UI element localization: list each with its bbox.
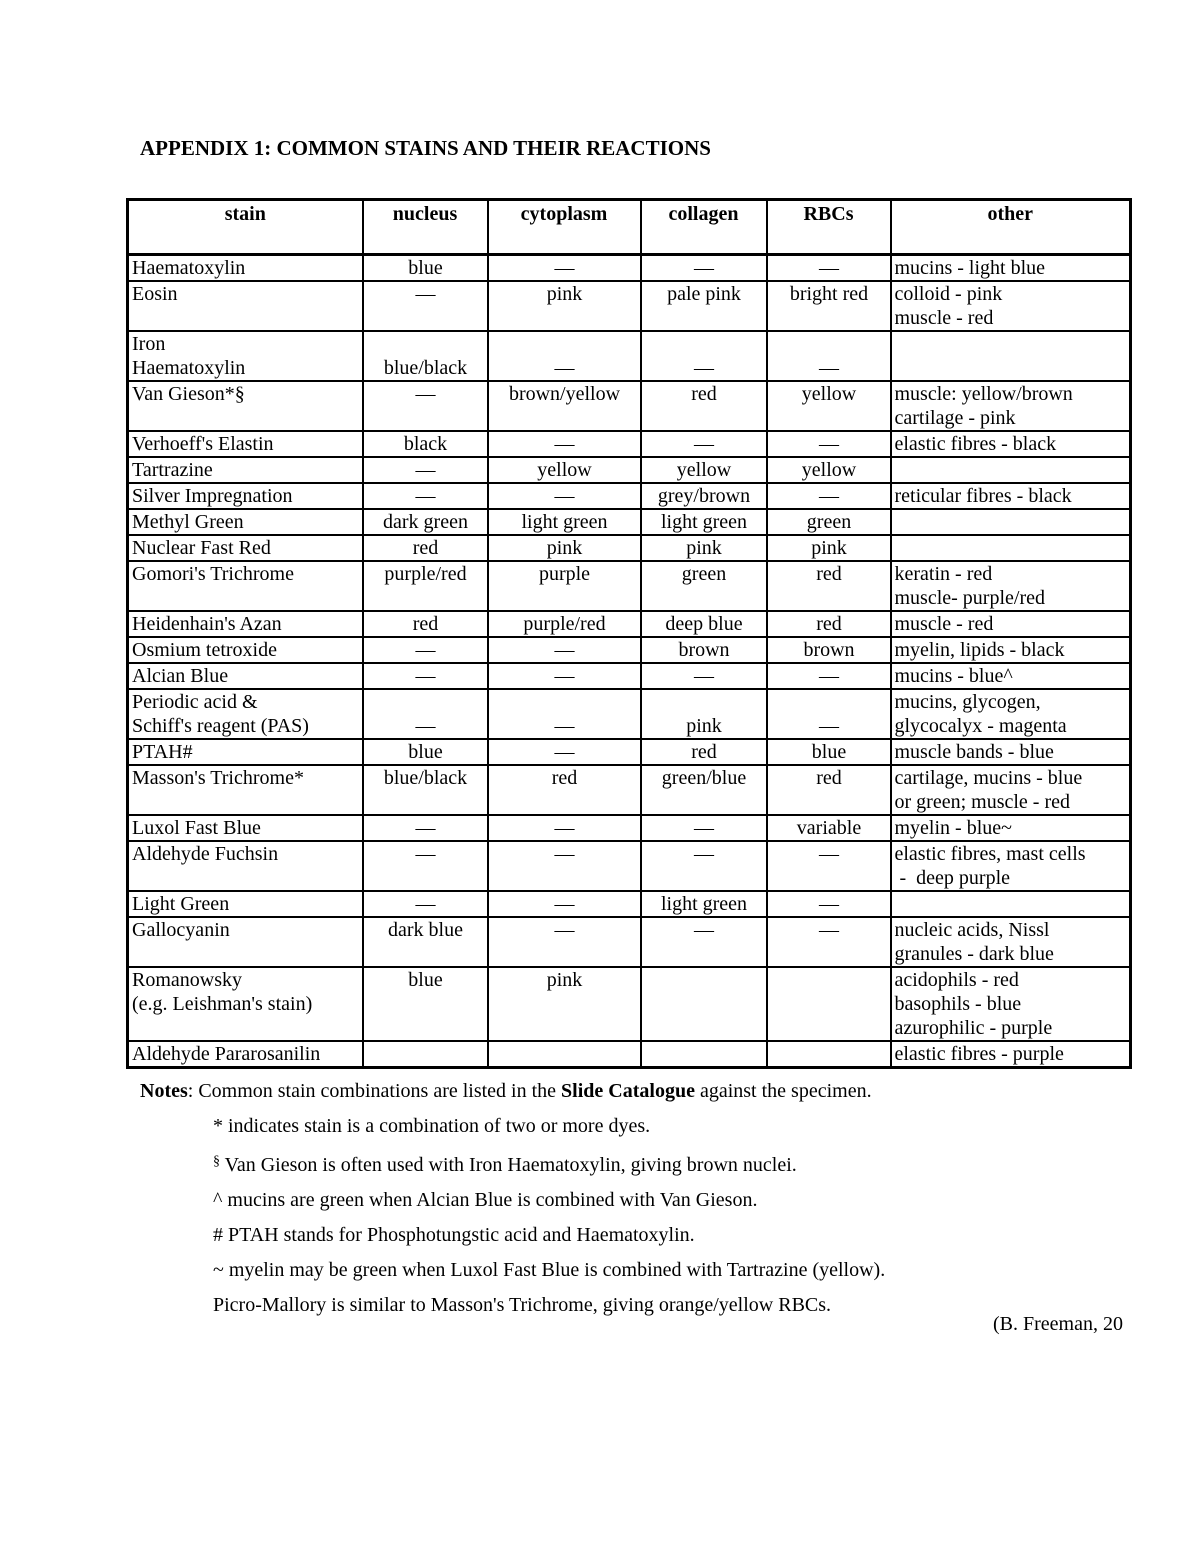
rbcs-cell: bright red [767,281,891,331]
notes-section [140,1074,1150,1323]
stain-cell: PTAH# [128,739,363,765]
table-row [128,509,1131,535]
stain-cell: Silver Impregnation [128,483,363,509]
stain-cell: Tartrazine [128,457,363,483]
other-cell: acidophils - red basophils - blue azurophilic - purple [891,967,1131,1041]
other-cell: keratin - red muscle- purple/red [891,561,1131,611]
notes-line-slide-catalogue [140,1074,1150,1109]
page-title: APPENDIX 1: COMMON STAINS AND THEIR REACTIONS [140,136,711,160]
stain-cell: Eosin [128,281,363,331]
rbcs-cell: — [767,663,891,689]
cytoplasm-cell: yellow [488,457,641,483]
cytoplasm-cell: — [488,331,641,381]
cytoplasm-cell: pink [488,535,641,561]
stain-cell: Aldehyde Pararosanilin [128,1041,363,1068]
notes-label: Notes [140,1080,188,1102]
header-other: other [891,200,1131,255]
rbcs-cell: — [767,331,891,381]
other-cell: muscle: yellow/brown cartilage - pink [891,381,1131,431]
cytoplasm-cell: — [488,431,641,457]
note-tilde: ~ myelin may be green when Luxol Fast Blue is combined with Tartrazine (yellow). [213,1259,886,1281]
stain-cell: Iron Haematoxylin [128,331,363,381]
nucleus-cell: — [363,663,488,689]
table-row [128,663,1131,689]
collagen-cell: yellow [641,457,767,483]
author-credit: (B. Freeman, 20 [993,1313,1123,1335]
nucleus-cell: blue/black [363,331,488,381]
nucleus-cell: dark blue [363,917,488,967]
nucleus-cell: — [363,457,488,483]
stain-cell: Aldehyde Fuchsin [128,841,363,891]
other-cell: colloid - pink muscle - red [891,281,1131,331]
collagen-cell [641,1041,767,1068]
notes-slide-catalogue: Slide Catalogue [561,1080,695,1102]
collagen-cell: pink [641,689,767,739]
other-cell: myelin, lipids - black [891,637,1131,663]
other-cell: elastic fibres - black [891,431,1131,457]
nucleus-cell: blue [363,255,488,282]
stain-cell: Gallocyanin [128,917,363,967]
rbcs-cell: — [767,917,891,967]
table-row [128,431,1131,457]
table-row [128,381,1131,431]
table-body [128,255,1131,1068]
stain-cell: Masson's Trichrome* [128,765,363,815]
rbcs-cell: — [767,841,891,891]
other-cell [891,457,1131,483]
other-cell: muscle - red [891,611,1131,637]
other-cell [891,891,1131,917]
rbcs-cell [767,1041,891,1068]
cytoplasm-cell: pink [488,281,641,331]
collagen-cell: deep blue [641,611,767,637]
table-row [128,255,1131,282]
stain-cell: Light Green [128,891,363,917]
rbcs-cell: yellow [767,457,891,483]
table-header-row [128,200,1131,255]
collagen-cell: — [641,917,767,967]
nucleus-cell: dark green [363,509,488,535]
rbcs-cell: — [767,431,891,457]
stain-cell: Luxol Fast Blue [128,815,363,841]
other-cell: elastic fibres, mast cells - deep purple [891,841,1131,891]
note-hash: # PTAH stands for Phosphotungstic acid and Haematoxylin. [213,1224,695,1246]
header-rbcs: RBCs [767,200,891,255]
cytoplasm-cell: — [488,255,641,282]
rbcs-cell: red [767,765,891,815]
header-cytoplasm: cytoplasm [488,200,641,255]
note-section-text: Van Gieson is often used with Iron Haematoxylin, giving brown nuclei. [220,1154,797,1176]
nucleus-cell: purple/red [363,561,488,611]
rbcs-cell: brown [767,637,891,663]
table-row [128,281,1131,331]
stain-cell: Gomori's Trichrome [128,561,363,611]
stain-cell: Alcian Blue [128,663,363,689]
nucleus-cell: — [363,689,488,739]
collagen-cell: — [641,255,767,282]
cytoplasm-cell: purple/red [488,611,641,637]
rbcs-cell: red [767,611,891,637]
cytoplasm-cell [488,1041,641,1068]
nucleus-cell: blue/black [363,765,488,815]
collagen-cell: — [641,331,767,381]
table-row [128,535,1131,561]
other-cell: reticular fibres - black [891,483,1131,509]
cytoplasm-cell: — [488,739,641,765]
table-row [128,815,1131,841]
rbcs-cell: variable [767,815,891,841]
other-cell: mucins - blue^ [891,663,1131,689]
notes-text-before: : Common stain combinations are listed in the [187,1080,562,1102]
stain-cell: Osmium tetroxide [128,637,363,663]
rbcs-cell: — [767,891,891,917]
collagen-cell: grey/brown [641,483,767,509]
table-row [128,765,1131,815]
cytoplasm-cell: pink [488,967,641,1041]
collagen-cell: pale pink [641,281,767,331]
nucleus-cell: — [363,637,488,663]
other-cell: mucins, glycogen, glycocalyx - magenta [891,689,1131,739]
header-stain: stain [128,200,363,255]
rbcs-cell: — [767,689,891,739]
table-row [128,1041,1131,1068]
section-symbol: § [213,1154,220,1169]
collagen-cell: red [641,381,767,431]
collagen-cell: — [641,815,767,841]
stain-cell: Verhoeff's Elastin [128,431,363,457]
other-cell: myelin - blue~ [891,815,1131,841]
nucleus-cell: red [363,611,488,637]
other-cell [891,331,1131,381]
table-row [128,561,1131,611]
stain-cell: Romanowsky (e.g. Leishman's stain) [128,967,363,1041]
cytoplasm-cell: — [488,841,641,891]
header-collagen: collagen [641,200,767,255]
collagen-cell: — [641,841,767,891]
rbcs-cell [767,967,891,1041]
note-caret: ^ mucins are green when Alcian Blue is combined with Van Gieson. [213,1189,758,1211]
rbcs-cell: — [767,255,891,282]
nucleus-cell [363,1041,488,1068]
note-asterisk: * indicates stain is a combination of two or more dyes. [213,1115,651,1137]
cytoplasm-cell: — [488,483,641,509]
other-cell: mucins - light blue [891,255,1131,282]
rbcs-cell: blue [767,739,891,765]
other-cell [891,535,1131,561]
note-picro-mallory: Picro-Mallory is similar to Masson's Trichrome, giving orange/yellow RBCs. [213,1294,832,1316]
table-row [128,967,1131,1041]
header-nucleus: nucleus [363,200,488,255]
stain-cell: Heidenhain's Azan [128,611,363,637]
other-cell: muscle bands - blue [891,739,1131,765]
stain-cell: Nuclear Fast Red [128,535,363,561]
table-row [128,483,1131,509]
other-cell [891,509,1131,535]
table-row [128,457,1131,483]
cytoplasm-cell: brown/yellow [488,381,641,431]
rbcs-cell: yellow [767,381,891,431]
table-row [128,611,1131,637]
table-row [128,637,1131,663]
cytoplasm-cell: light green [488,509,641,535]
other-cell: cartilage, mucins - blue or green; muscle - red [891,765,1131,815]
nucleus-cell: red [363,535,488,561]
table-row [128,689,1131,739]
cytoplasm-cell: — [488,689,641,739]
other-cell: nucleic acids, Nissl granules - dark blue [891,917,1131,967]
nucleus-cell: — [363,841,488,891]
nucleus-cell: — [363,381,488,431]
cytoplasm-cell: — [488,917,641,967]
rbcs-cell: pink [767,535,891,561]
collagen-cell: light green [641,891,767,917]
stain-reaction-table [126,198,1132,1069]
rbcs-cell: — [767,483,891,509]
collagen-cell: green/blue [641,765,767,815]
nucleus-cell: — [363,815,488,841]
stain-cell: Van Gieson*§ [128,381,363,431]
table-row [128,739,1131,765]
stain-cell: Periodic acid & Schiff's reagent (PAS) [128,689,363,739]
notes-text-after: against the specimen. [694,1080,872,1102]
nucleus-cell: blue [363,967,488,1041]
nucleus-cell: — [363,483,488,509]
nucleus-cell: blue [363,739,488,765]
nucleus-cell: — [363,891,488,917]
collagen-cell: light green [641,509,767,535]
collagen-cell: green [641,561,767,611]
cytoplasm-cell: — [488,637,641,663]
cytoplasm-cell: — [488,663,641,689]
collagen-cell: — [641,663,767,689]
cytoplasm-cell: — [488,815,641,841]
collagen-cell: — [641,431,767,457]
rbcs-cell: green [767,509,891,535]
table-row [128,917,1131,967]
table-row [128,841,1131,891]
note-section-symbol [140,1144,1150,1183]
nucleus-cell: — [363,281,488,331]
table-row [128,331,1131,381]
collagen-cell: red [641,739,767,765]
cytoplasm-cell: purple [488,561,641,611]
rbcs-cell: red [767,561,891,611]
cytoplasm-cell: red [488,765,641,815]
table-row [128,891,1131,917]
nucleus-cell: black [363,431,488,457]
collagen-cell: pink [641,535,767,561]
stain-cell: Methyl Green [128,509,363,535]
stain-cell: Haematoxylin [128,255,363,282]
collagen-cell: brown [641,637,767,663]
collagen-cell [641,967,767,1041]
other-cell: elastic fibres - purple [891,1041,1131,1068]
cytoplasm-cell: — [488,891,641,917]
